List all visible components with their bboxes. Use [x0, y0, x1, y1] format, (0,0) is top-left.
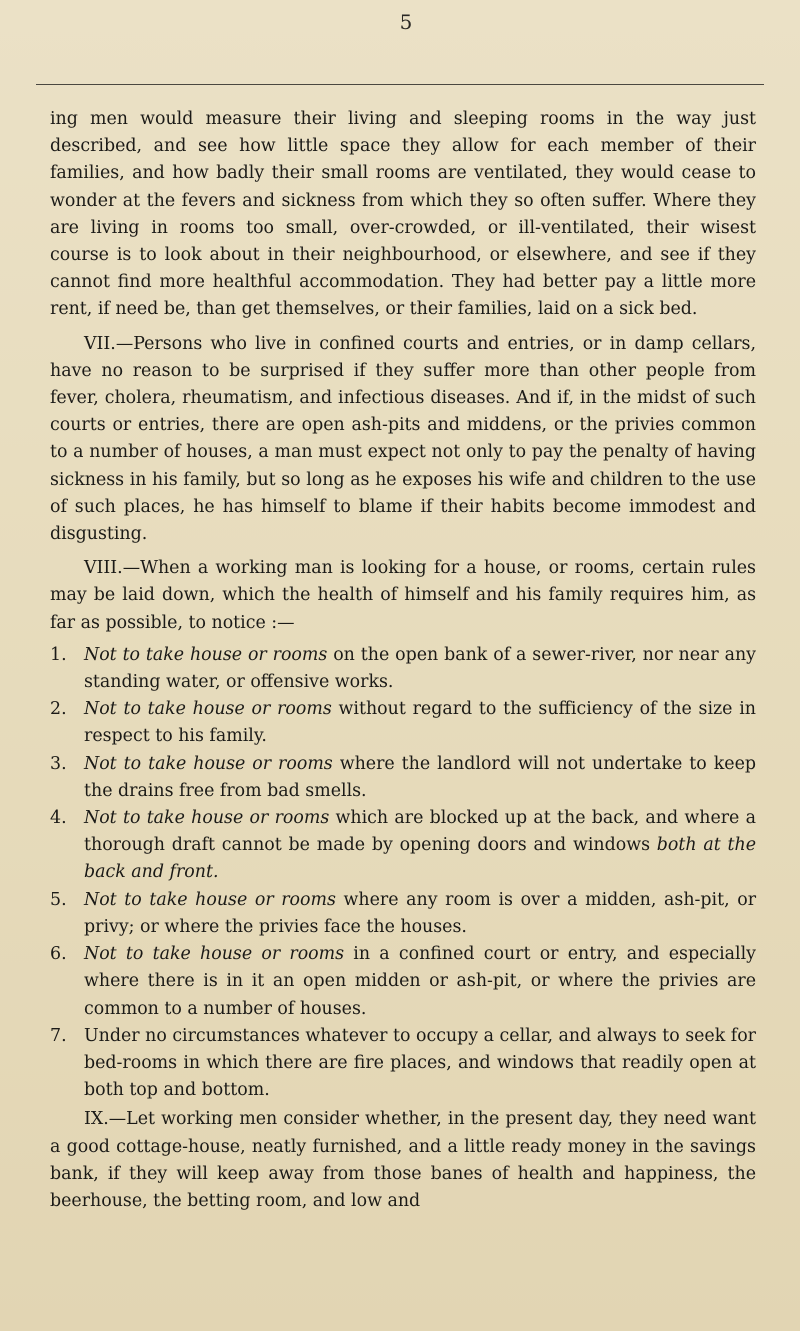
rule-number: 4.	[50, 808, 67, 829]
header-rule	[36, 84, 764, 85]
rule-number: 1.	[50, 644, 67, 665]
rule-number: 6.	[50, 944, 67, 965]
paragraph-vii: VII.—Persons who live in confined courts and entries, or in damp cellars, have no reason to be surprised if they suffer more than other people from fever, cholera, rheumatism, and infectious diseases. And if, in the midst of such courts or entries, there are open ash-pits and middens, or the privies common to a number of houses, a man must expect not only to pay the penalty of having sickness in his family, but so long as he exposes his wife and children to the use of such places, he has himself to blame if their habits become immodest and disgusting.	[50, 333, 756, 545]
rule-italic: Not to take house or rooms	[84, 644, 328, 665]
rule-item	[50, 642, 756, 696]
rule-item	[50, 887, 756, 941]
rule-item	[50, 1023, 756, 1105]
rule-number: 5.	[50, 889, 67, 910]
paragraph-ix: IX.—Let working men consider whether, in the present day, they need want a good cottage-house, neatly furnished, and a little ready money in the savings bank, if they will keep away from those banes of health and happiness, the beerhouse, the betting room, and low and	[50, 1109, 756, 1211]
rule-text: which are blocked up at the back, and where a thorough draft cannot be made by opening doors and windows	[84, 808, 756, 856]
rule-text: in a confined court or entry, and especially where there is in it an open midden or ash-pit, or where the privies are common to a number of houses.	[84, 944, 756, 1019]
rule-italic: Not to take house or rooms	[84, 808, 330, 829]
paragraph-intro: ing men would measure their living and sleeping rooms in the way just described, and see how little space they allow for each member of their families, and how badly their small rooms are ventilated, they would cease to wonder at the fevers and sickness from which they so often suffer. Where they are living in rooms too small, over-crowded, or ill-ventilated, their wisest course is to look about in their neighbourhood, or elsewhere, and see if they cannot find more healthful accommodation. They had better pay a little more rent, if need be, than get themselves, or their families, laid on a sick bed.	[50, 109, 756, 320]
rule-italic: Not to take house or rooms	[84, 889, 336, 910]
paragraph-viii: VIII.—When a working man is looking for a house, or rooms, certain rules may be laid down, which the health of himself and his family requires him, as far as possible, to notice :—	[50, 558, 756, 633]
rules-list	[50, 642, 756, 1104]
rule-item	[50, 696, 756, 750]
rule-item	[50, 941, 756, 1023]
rule-text: where any room is over a midden, ash-pit, or privy; or where the privies face the houses.	[84, 889, 757, 937]
rule-italic: Not to take house or rooms	[84, 944, 345, 965]
rule-number: 3.	[50, 753, 67, 774]
rule-text: without regard to the sufficiency of the size in respect to his family.	[84, 699, 757, 747]
rule-number: 7.	[50, 1025, 67, 1046]
rule-item	[50, 805, 756, 887]
rule-text: Under no circumstances whatever to occupy a cellar, and always to seek for bed-rooms in which there are fire places, and windows that readily open at both top and bottom.	[84, 1025, 756, 1101]
rule-text: on the open bank of a sewer-river, nor near any standing water, or offensive works.	[84, 644, 757, 693]
page-number: 5	[399, 10, 413, 34]
rule-text: where the landlord will not undertake to keep the drains free from bad smells.	[84, 753, 756, 801]
body-text	[50, 106, 756, 1215]
rule-italic: Not to take house or rooms	[84, 753, 333, 774]
rule-number: 2.	[50, 699, 67, 720]
rule-italic: Not to take house or rooms	[84, 699, 332, 720]
rule-item	[50, 751, 756, 805]
rule-italic-tail: both at the back and front.	[84, 835, 757, 883]
